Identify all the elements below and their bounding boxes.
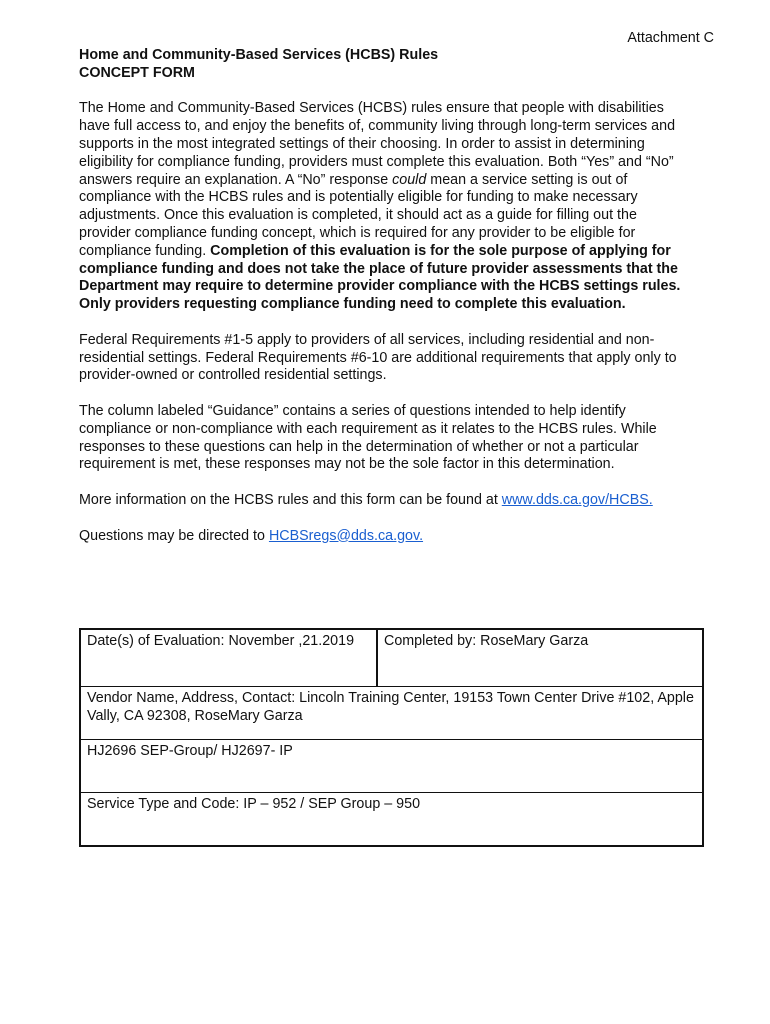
intro-italic-text: could	[392, 171, 427, 188]
intro-text-a: The Home and Community-Based Services (HCBS) rules ensure that people with disabilities have full access to, and enjoy the benefits of, community living through long-term services and supports in the most integrated settings of their choosing. In order to assist in determining eligibility for compliance funding, providers must complete this evaluation. Both “Yes” and “No” answers require an explanation. A “No” response	[79, 100, 676, 188]
intro-paragraph	[79, 100, 691, 314]
completed-by-field[interactable]: Completed by: RoseMary Garza	[377, 629, 703, 687]
more-info-paragraph	[79, 492, 691, 510]
guidance-paragraph: The column labeled “Guidance” contains a series of questions intended to help identify compliance or non-compliance with each requirement as it relates to the HCBS rules. While responses to these questions can help in the determination of whether or not a particular requirement is met, these responses may not be the sole factor in this determination.	[79, 402, 657, 473]
document-title: Home and Community-Based Services (HCBS) Rules	[79, 47, 439, 63]
service-type-field[interactable]: Service Type and Code: IP – 952 / SEP Group – 950	[80, 793, 703, 847]
document-subtitle: CONCEPT FORM	[79, 64, 195, 81]
intro-text-b: mean a service setting is out of compliance with the HCBS rules and is potentially eligible for funding to make necessary adjustments. Once this evaluation is completed, it should act as a guide for filling out the provider compliance funding concept, which is required for any provider to be eligible for compliance funding.	[79, 171, 638, 259]
hcbs-website-link[interactable]: www.dds.ca.gov/HCBS.	[501, 491, 653, 508]
date-of-evaluation-field[interactable]: Date(s) of Evaluation: November ,21.2019	[80, 629, 377, 687]
attachment-label: Attachment C	[627, 30, 714, 46]
hcbs-email-link[interactable]: HCBSregs@dds.ca.gov.	[268, 527, 424, 544]
evaluation-form-table	[79, 628, 704, 847]
vendor-numbers-field[interactable]: HJ2696 SEP-Group/ HJ2697- IP	[80, 740, 703, 793]
vendor-info-field[interactable]: Vendor Name, Address, Contact: Lincoln Training Center, 19153 Town Center Drive #102, Apple Vally, CA 92308, RoseMary Garza	[80, 687, 703, 740]
document-body	[79, 47, 691, 545]
questions-paragraph	[79, 528, 691, 546]
federal-requirements-paragraph: Federal Requirements #1-5 apply to providers of all services, including residential and non-residential settings. Federal Requirements #6-10 are additional requirements that apply only to provider-owned or controlled residential settings.	[79, 331, 677, 384]
questions-text: Questions may be directed to	[79, 527, 269, 544]
intro-bold-text: Completion of this evaluation is for the sole purpose of applying for compliance funding and does not take the place of future provider assessments that the Department may require to determine provider compliance with the HCBS settings rules. Only providers requesting compliance funding need to complete this evaluation.	[79, 242, 681, 313]
more-info-text: More information on the HCBS rules and this form can be found at	[79, 491, 502, 508]
